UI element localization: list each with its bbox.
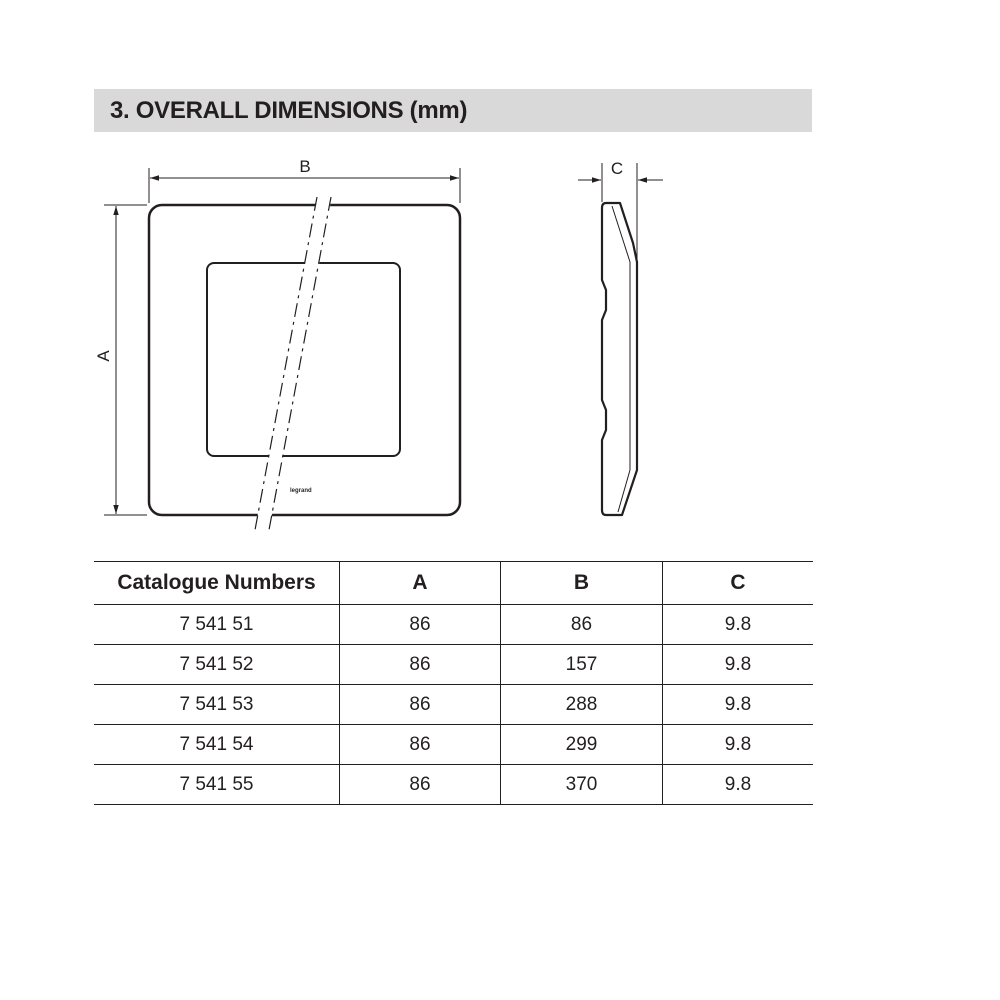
cell-c: 9.8 — [663, 645, 814, 685]
cell-b: 288 — [501, 685, 663, 725]
side-view-profile — [602, 203, 637, 515]
cell-a: 86 — [340, 685, 501, 725]
cell-b: 86 — [501, 605, 663, 645]
cell-a: 86 — [340, 605, 501, 645]
dim-a-label: A — [94, 350, 113, 362]
header-c: C — [663, 562, 814, 605]
table-row — [94, 765, 813, 805]
dim-c-label: C — [610, 159, 624, 178]
break-lines — [262, 195, 325, 530]
cell-a: 86 — [340, 645, 501, 685]
table-row — [94, 645, 813, 685]
plate-outline — [149, 205, 460, 515]
cell-a: 86 — [340, 725, 501, 765]
cell-catalogue-number: 7 541 55 — [94, 765, 340, 805]
cell-c: 9.8 — [663, 605, 814, 645]
cell-a: 86 — [340, 765, 501, 805]
dim-b-label: B — [299, 157, 311, 176]
cell-catalogue-number: 7 541 53 — [94, 685, 340, 725]
table-header-row — [94, 562, 813, 605]
brand-mark: legrand — [290, 488, 312, 494]
table-row — [94, 685, 813, 725]
header-a: A — [340, 562, 501, 605]
cell-catalogue-number: 7 541 54 — [94, 725, 340, 765]
dimensions-table — [94, 561, 813, 805]
header-catalogue-numbers: Catalogue Numbers — [94, 562, 340, 605]
cell-catalogue-number: 7 541 52 — [94, 645, 340, 685]
table-row — [94, 605, 813, 645]
cell-b: 370 — [501, 765, 663, 805]
table-row — [94, 725, 813, 765]
cell-b: 299 — [501, 725, 663, 765]
cell-c: 9.8 — [663, 765, 814, 805]
section-title: 3. OVERALL DIMENSIONS (mm) — [110, 97, 468, 124]
cell-c: 9.8 — [663, 725, 814, 765]
cell-b: 157 — [501, 645, 663, 685]
cell-catalogue-number: 7 541 51 — [94, 605, 340, 645]
cell-c: 9.8 — [663, 685, 814, 725]
header-b: B — [501, 562, 663, 605]
